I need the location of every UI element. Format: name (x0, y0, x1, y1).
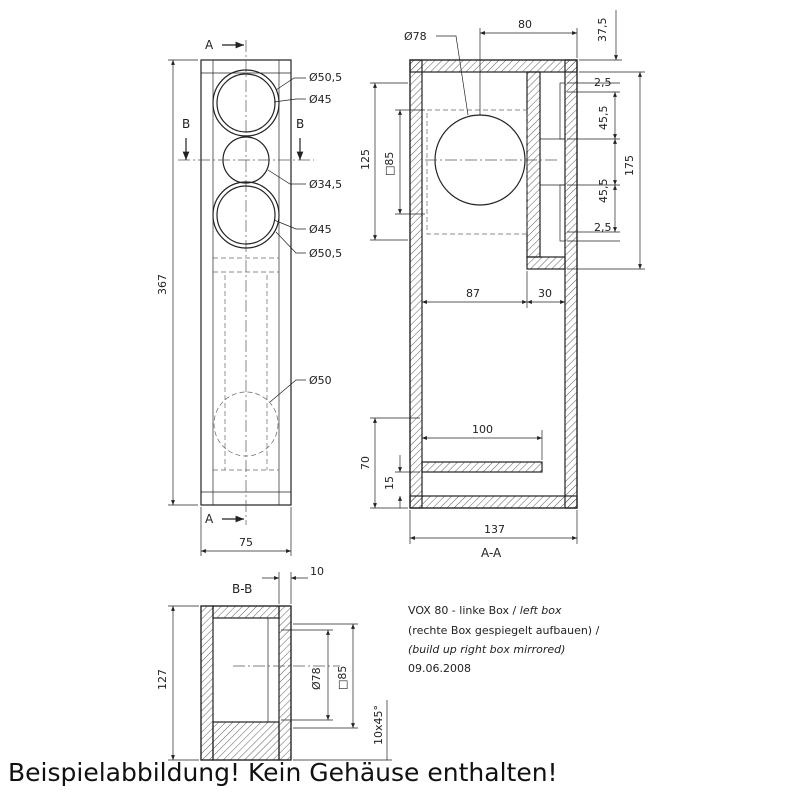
hole-top-outer-label: Ø50,5 (309, 71, 343, 84)
aa-woofer-label: Ø78 (404, 30, 427, 43)
aa-chamber-height-label: 175 (623, 155, 636, 176)
aa-flange-bottom-label: 2,5 (594, 221, 612, 234)
note-line-1-b: left box (519, 604, 562, 617)
note-line-3: (build up right box mirrored) (408, 643, 566, 656)
aa-spacing-1-label: 45,5 (597, 105, 610, 130)
front-height-label: 367 (156, 274, 169, 295)
aa-bottom-gap-label: 15 (383, 476, 396, 490)
aa-inner-width-label: 87 (466, 287, 480, 300)
section-aa-view (359, 10, 645, 560)
section-marker-a-bottom: A (205, 512, 214, 526)
hole-lower-inner-label: Ø45 (309, 223, 332, 236)
front-view (156, 38, 342, 556)
section-aa-title: A-A (481, 546, 502, 560)
caption-text: Beispielabbildung! Kein Gehäuse enthalten! (8, 758, 558, 787)
aa-flange-top-label: 2,5 (594, 76, 612, 89)
aa-top-offset-label: 37,5 (596, 17, 609, 42)
section-marker-a-top: A (205, 38, 214, 52)
cut-marker-b-left: B (182, 117, 191, 131)
aa-cutout-square-label: □85 (383, 151, 396, 176)
note-date: 09.06.2008 (408, 662, 471, 675)
cut-marker-b-right: B (296, 117, 305, 131)
hole-top-inner-label: Ø45 (309, 93, 332, 106)
note-line-1 (408, 604, 562, 617)
aa-top-width-label: 80 (518, 18, 532, 31)
bb-height-label: 127 (156, 669, 169, 690)
aa-bottom-height-label: 70 (359, 456, 372, 470)
note-line-2: (rechte Box gespiegelt aufbauen) / (408, 624, 600, 637)
bb-wall-offset-label: 10 (310, 565, 324, 578)
front-width-label: 75 (239, 536, 253, 549)
note-line-1-a: VOX 80 - linke Box / (408, 604, 520, 617)
aa-total-width-label: 137 (484, 523, 505, 536)
hole-port-label: Ø50 (309, 374, 332, 387)
hole-lower-outer-label: Ø50,5 (309, 247, 343, 260)
bb-square-label: □85 (336, 665, 349, 690)
hole-middle-label: Ø34,5 (309, 178, 343, 191)
aa-shelf-width-label: 100 (472, 423, 493, 436)
aa-brace-width-label: 30 (538, 287, 552, 300)
aa-spacing-2-label: 45,5 (597, 178, 610, 203)
bb-chamfer-label: 10x45° (372, 704, 385, 745)
bb-diameter-label: Ø78 (310, 667, 323, 690)
section-bb-title: B-B (232, 582, 253, 596)
aa-cutout-height-label: 125 (359, 149, 372, 170)
drawing-notes (408, 604, 600, 675)
section-bb-view (156, 565, 392, 760)
